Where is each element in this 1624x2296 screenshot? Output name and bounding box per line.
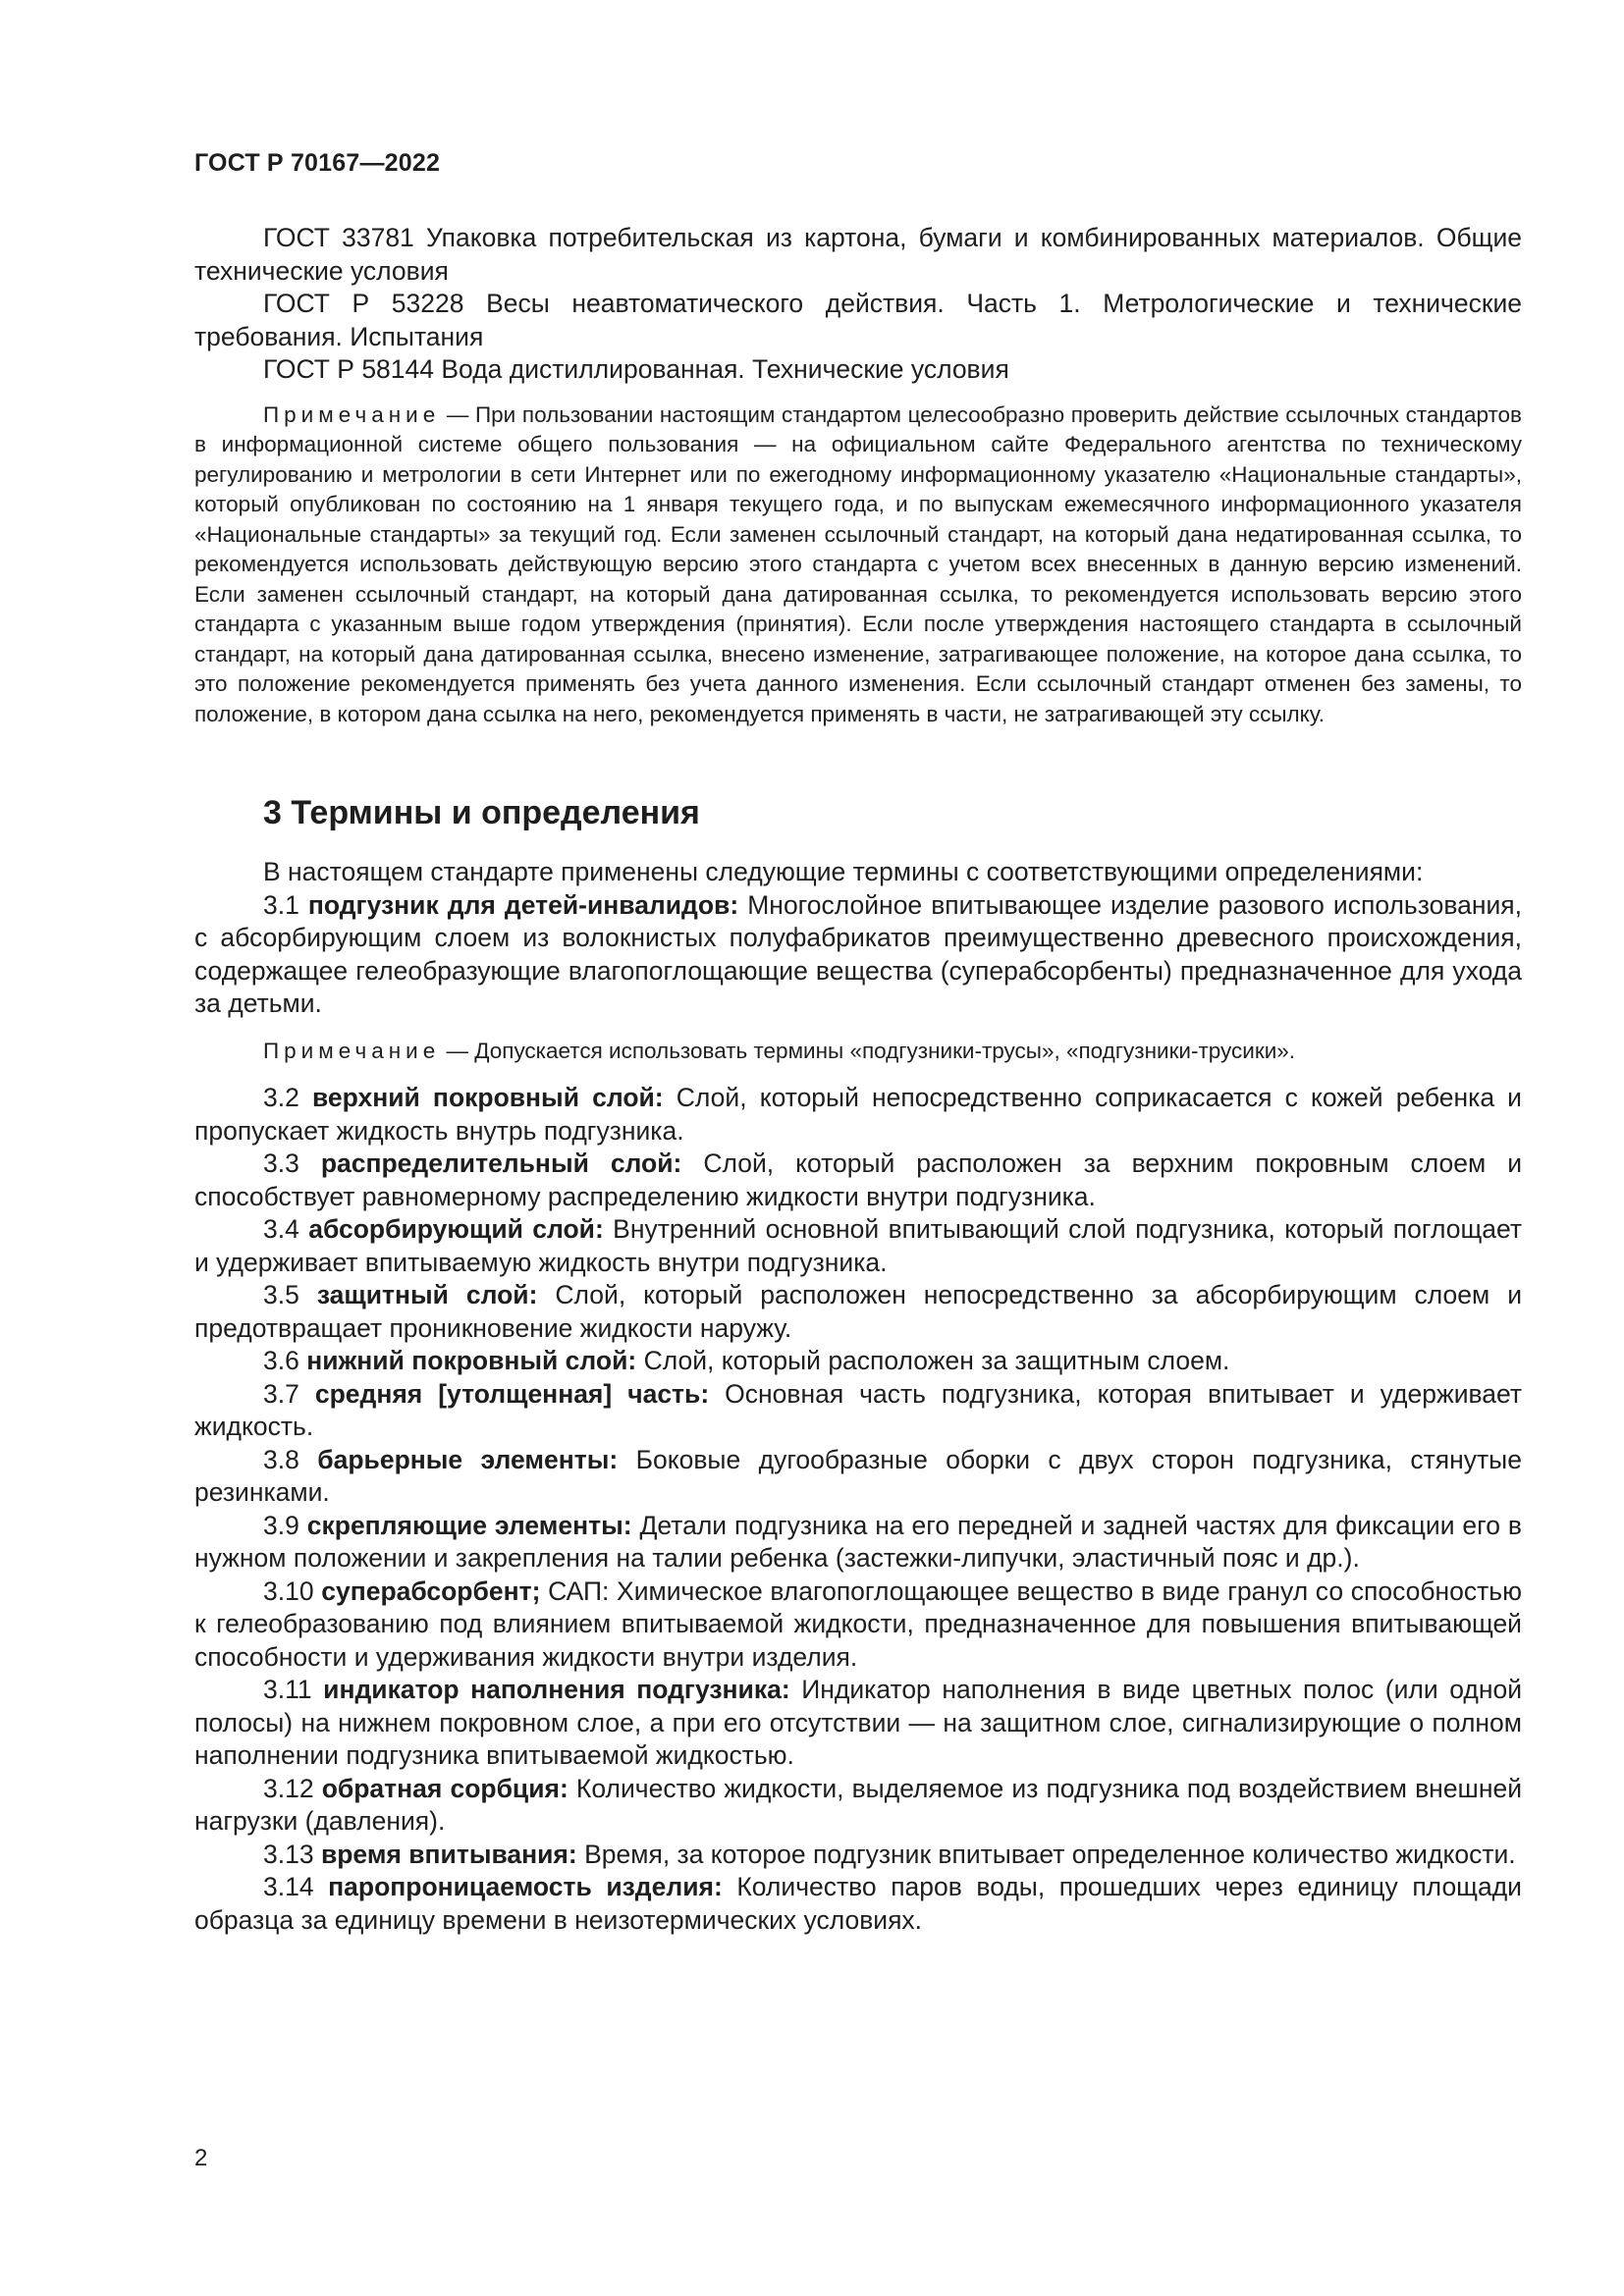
definition-item: 3.6 нижний покровный слой: Слой, который расположен за защитным слоем. [263, 1346, 1230, 1375]
document-body [194, 222, 1522, 1937]
note-text: Допускается использовать термины «подгузники-трусы», «подгузники-трусики». [474, 1038, 1296, 1063]
definition-term: средняя [утолщенная] часть: [314, 1378, 710, 1409]
section-intro: В настоящем стандарте применены следующие термины с соответствующими определениями: [263, 857, 1424, 886]
definition-item: 3.7 средняя [утолщенная] часть: Основная часть подгузника, которая впитывает и удерживает жидкость. [194, 1378, 1523, 1441]
definition-text: Количество паров воды, прошедших через единицу площади образца за единицу времени в неизотермических условиях. [194, 1872, 1522, 1935]
note-terms: Примечание — Допускается использовать термины «подгузники-трусы», «подгузники-трусики». [263, 1038, 1296, 1063]
definition-item: 3.9 скрепляющие элементы: Детали подгузника на его передней и задней частях для фиксации его в нужном положении и закрепления на талии ребенка (застежки-липучки, эластичный пояс и др.). [194, 1510, 1522, 1573]
page-number: 2 [194, 2145, 208, 2171]
definition-item: 3.10 суперабсорбент; САП: Химическое влагопоглощающее вещество в виде гранул со способностью к гелеобразованию под влиянием впитываемой жидкости, предназначенное для повышения впитывающей способности и удерживания жидкости внутри изделия. [194, 1575, 1522, 1672]
note-references: Примечание — При пользовании настоящим стандартом целесообразно проверить действие ссылочных стандартов в информационной системе общего пользования — на официальном сайте Федерального агентства по техническому регулированию и метрологии в сети Интернет или по ежегодному информационному указателю «Национальные стандарты», который опубликован по состоянию на 1 января текущего года, и по выпускам ежемесячного информационного указателя «Национальные стандарты» за текущий год. Если заменен ссылочный стандарт, на который дана недатированная ссылка, то рекомендуется использовать действующую версию этого стандарта с учетом всех внесенных в данную версию изменений. Если заменен ссылочный стандарт, на который дана датированная ссылка, то рекомендуется использовать версию этого стандарта с указанным выше годом утверждения (принятия). Если после утверждения настоящего стандарта в ссылочный стандарт, на который дана датированная ссылка, внесено изменение, затрагивающее положение, на которое дана ссылка, то это положение рекомендуется применять без учета данного изменения. Если ссылочный стандарт отменен без замены, то положение, в котором дана ссылка на него, рекомендуется применять в части, не затрагивающей эту ссылку. [194, 401, 1522, 726]
definition-term: подгузник для детей-инвалидов: [307, 889, 739, 920]
definition-term: распределительный слой: [320, 1148, 682, 1178]
definition-term: абсорбирующий слой: [308, 1214, 604, 1244]
definition-item: 3.1 подгузник для детей-инвалидов: Многослойное впитывающее изделие разового использования, с абсорбирующим слоем из волокнистых полуфабрикатов преимущественно древесного происхождения, содержащее гелеобразующие влагопоглощающие вещества (суперабсорбенты) предназначенное для ухода за детьми. [194, 889, 1522, 1018]
definition-term: суперабсорбент; [321, 1575, 541, 1606]
definition-item: 3.8 барьерные элементы: Боковые дугообразные оборки с двух сторон подгузника, стянутые резинками. [194, 1444, 1522, 1507]
note-label: Примечание [263, 1038, 441, 1063]
definition-term: паропроницаемость изделия: [328, 1872, 723, 1901]
definition-term: защитный слой: [316, 1280, 538, 1309]
definition-item: 3.11 индикатор наполнения подгузника: Индикатор наполнения в виде цветных полос (или одной полосы) на нижнем покровном слое, а при его отсутствии — на защитном слое, сигнализирующие о полном наполнении подгузника впитываемой жидкостью. [194, 1675, 1523, 1770]
note-label: Примечание [263, 401, 441, 427]
definition-text: Основная часть подгузника, которая впитывает и удерживает жидкость. [194, 1378, 1523, 1441]
note-text: При пользовании настоящим стандартом целесообразно проверить действие ссылочных стандартов в информационной системе общего пользования — на официальном сайте Федерального агентства по техническому регулированию и метрологии в сети Интернет или по ежегодному информационному указателю «Национальные стандарты», который опубликован по состоянию на 1 января текущего года, и по выпускам ежемесячного информационного указателя «Национальные стандарты» за текущий год. Если заменен ссылочный стандарт, на который дана недатированная ссылка, то рекомендуется использовать действующую версию этого стандарта с учетом всех внесенных в данную версию изменений. Если заменен ссылочный стандарт, на который дана датированная ссылка, то рекомендуется использовать версию этого стандарта с указанным выше годом утверждения (принятия). Если после утверждения настоящего стандарта в ссылочный стандарт, на который дана датированная ссылка, внесено изменение, затрагивающее положение, на которое дана ссылка, то это положение рекомендуется применять без учета данного изменения. Если ссылочный стандарт отменен без замены, то положение, в котором дана ссылка на него, рекомендуется применять в части, не затрагивающей эту ссылку. [194, 401, 1522, 726]
definition-text: Слой, который расположен за верхним покровным слоем и способствует равномерному распределению жидкости внутри подгузника. [194, 1148, 1522, 1211]
section-title: 3 Термины и определения [263, 794, 700, 831]
definition-item: 3.2 верхний покровный слой: Слой, который непосредственно соприкасается с кожей ребенка и пропускает жидкость внутрь подгузника. [194, 1083, 1522, 1146]
definition-item: 3.5 защитный слой: Слой, который расположен непосредственно за абсорбирующим слоем и предотвращает проникновение жидкости наружу. [194, 1280, 1522, 1343]
definition-text: Многослойное впитывающее изделие разового использования, с абсорбирующим слоем из волокнистых полуфабрикатов преимущественно древесного происхождения, содержащее гелеобразующие влагопоглощающие вещества (суперабсорбенты) предназначенное для ухода за детьми. [194, 889, 1522, 1018]
definition-text: Слой, который расположен непосредственно за абсорбирующим слоем и предотвращает проникновение жидкости наружу. [194, 1280, 1522, 1343]
definition-text: Боковые дугообразные оборки с двух сторон подгузника, стянутые резинками. [194, 1444, 1522, 1507]
definition-text: САП: Химическое влагопоглощающее вещество в виде гранул со способностью к гелеобразованию под влиянием впитываемой жидкости, предназначенное для повышения впитывающей способности и удерживания жидкости внутри изделия. [194, 1575, 1522, 1672]
definition-text: Внутренний основной впитывающий слой подгузника, который поглощает и удерживает впитываемую жидкость внутри подгузника. [194, 1214, 1522, 1277]
definition-term: барьерные элементы: [317, 1444, 619, 1474]
definition-term: верхний покровный слой: [311, 1083, 664, 1112]
definition-text: Время, за которое подгузник впитывает определенное количество жидкости. [584, 1839, 1516, 1869]
definitions-list [194, 1082, 1522, 1937]
document-page [194, 0, 1522, 2296]
definition-item: 3.12 обратная сорбция: Количество жидкости, выделяемое из подгузника под воздействием внешней нагрузки (давления). [194, 1773, 1522, 1836]
definition-item: 3.4 абсорбирующий слой: Внутренний основной впитывающий слой подгузника, который поглощает и удерживает впитываемую жидкость внутри подгузника. [194, 1214, 1522, 1277]
definition-term: обратная сорбция: [321, 1773, 568, 1803]
document-id-header: ГОСТ Р 70167—2022 [194, 149, 441, 177]
definition-term: нижний покровный слой: [306, 1346, 637, 1375]
definition-text: Детали подгузника на его передней и задней частях для фиксации его в нужном положении и закрепления на талии ребенка (застежки-липучки, эластичный пояс и др.). [194, 1510, 1522, 1573]
definition-text: Индикатор наполнения в виде цветных полос (или одной полосы) на нижнем покровном слое, а при его отсутствии — на защитном слое, сигнализирующие о полном наполнении подгузника впитываемой жидкостью. [194, 1675, 1523, 1770]
definition-item: 3.14 паропроницаемость изделия: Количество паров воды, прошедших через единицу площади образца за единицу времени в неизотермических условиях. [194, 1872, 1522, 1935]
reference-item: ГОСТ Р 58144 Вода дистиллированная. Технические условия [263, 354, 1009, 384]
reference-item: ГОСТ Р 53228 Весы неавтоматического действия. Часть 1. Метрологические и технические требования. Испытания [194, 289, 1522, 351]
reference-item: ГОСТ 33781 Упаковка потребительская из картона, бумаги и комбинированных материалов. Общие технические условия [194, 223, 1522, 286]
definition-term: скрепляющие элементы: [306, 1510, 632, 1540]
definition-term: индикатор наполнения подгузника: [323, 1675, 790, 1704]
definition-item: 3.13 время впитывания: Время, за которое подгузник впитывает определенное количество жидкости. [263, 1839, 1516, 1869]
definition-item: 3.3 распределительный слой: Слой, который расположен за верхним покровным слоем и способствует равномерному распределению жидкости внутри подгузника. [194, 1148, 1522, 1211]
definition-text: Количество жидкости, выделяемое из подгузника под воздействием внешней нагрузки (давления). [194, 1773, 1522, 1836]
definition-term: время впитывания: [320, 1839, 577, 1869]
definition-text: Слой, который расположен за защитным слоем. [643, 1346, 1230, 1375]
definition-text: Слой, который непосредственно соприкасается с кожей ребенка и пропускает жидкость внутрь подгузника. [194, 1083, 1522, 1146]
